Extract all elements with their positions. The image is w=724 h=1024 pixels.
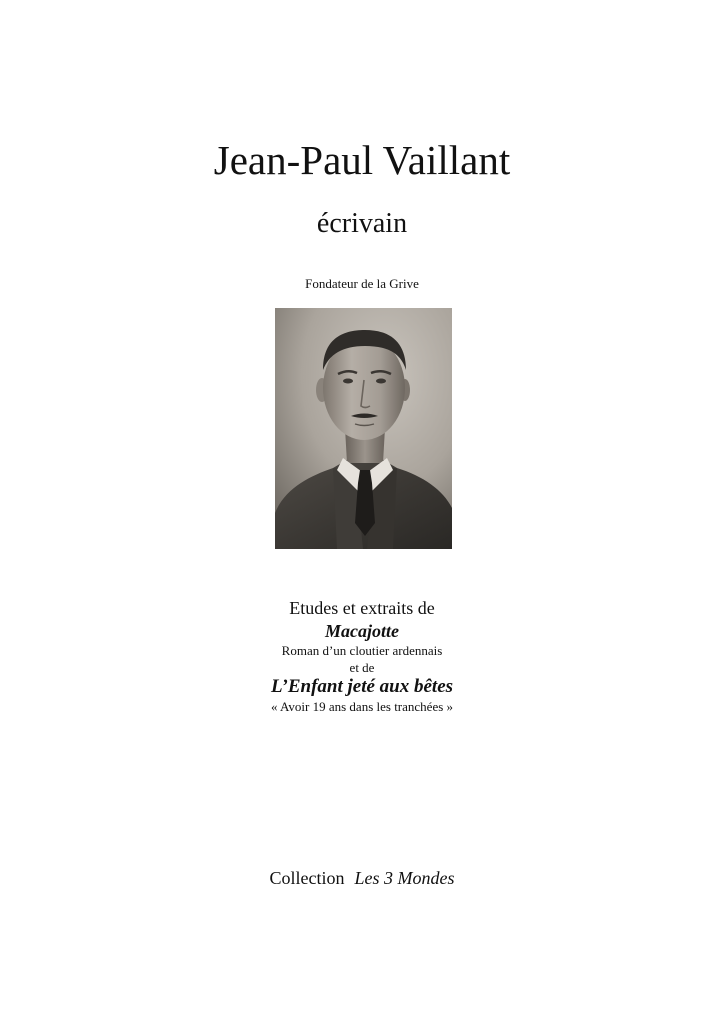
works-intro: Etudes et extraits de [289, 598, 435, 618]
book1-subtitle: Roman d’un cloutier ardennais [281, 643, 443, 658]
collection-line [0, 867, 724, 889]
author-portrait [275, 308, 452, 549]
collection-label: Collection [269, 868, 345, 888]
portrait-photo-icon [275, 308, 452, 549]
author-name: Jean-Paul Vaillant [213, 137, 511, 183]
collection-name: Les 3 Mondes [354, 868, 455, 888]
works-conjunction: et de [349, 660, 375, 675]
book1-title: Macajotte [325, 621, 399, 641]
author-profession: écrivain [316, 208, 408, 239]
founder-note: Fondateur de la Grive [305, 276, 419, 291]
book2-subtitle: « Avoir 19 ans dans les tranchées » [270, 699, 454, 714]
book2-title: L’Enfant jeté aux bêtes [270, 676, 454, 697]
